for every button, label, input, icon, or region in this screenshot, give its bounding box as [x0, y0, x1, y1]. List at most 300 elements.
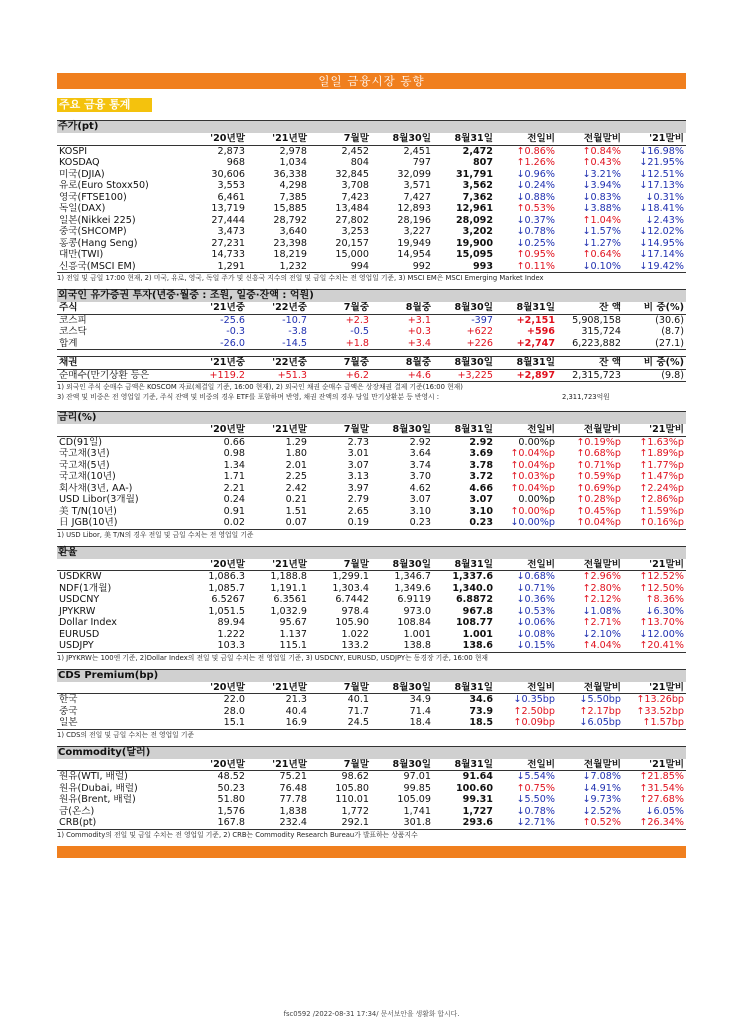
value-cell: +1.8 — [345, 337, 369, 349]
column-header: 전일비 — [527, 758, 555, 770]
value-cell: 1.001 — [403, 628, 431, 640]
value-cell: 1,346.7 — [394, 571, 431, 582]
value-cell: 34.6 — [469, 694, 493, 705]
value-cell: 105.09 — [397, 794, 431, 805]
value-cell: 3,473 — [217, 226, 245, 237]
change-cell: ↑0.28%p — [576, 494, 621, 505]
value-cell: 3.07 — [469, 494, 493, 505]
change-cell: ↓17.13% — [639, 180, 684, 191]
column-header: 잔 액 — [599, 302, 621, 313]
value-cell: 1,576 — [217, 805, 245, 817]
row-label: CD(91일) — [59, 436, 103, 448]
rates-note: 1) USD Libor, 美 T/N의 경우 전일 및 금일 수치는 전 영업일 기준 — [57, 530, 254, 539]
value-cell: 1,188.8 — [270, 571, 307, 582]
value-cell: 115.1 — [279, 640, 307, 651]
value-cell: 0.66 — [223, 436, 245, 448]
value-cell: 138.6 — [462, 640, 493, 651]
value-cell: 2.01 — [285, 459, 307, 471]
change-cell: ↑26.34% — [639, 817, 684, 828]
value-cell: 32,845 — [335, 168, 369, 180]
table-row — [57, 326, 686, 338]
row-label: CRB(pt) — [59, 817, 97, 828]
column-header: 8월31일 — [516, 357, 555, 368]
value-cell: 1,051.5 — [208, 605, 245, 617]
table-row — [57, 369, 686, 382]
value-cell: 2,451 — [403, 145, 431, 157]
row-label: KOSDAQ — [59, 157, 100, 168]
change-cell: ↑0.03%p — [510, 471, 555, 482]
column-header: 채권 — [59, 357, 78, 368]
value-cell: 7,362 — [462, 191, 493, 203]
value-cell: 797 — [412, 157, 431, 168]
change-cell: ↑2.17bp — [579, 705, 621, 717]
change-cell: ↓6.05bp — [579, 717, 621, 728]
change-cell: ↓5.50bp — [579, 694, 621, 705]
value-cell: -3.8 — [288, 326, 307, 337]
row-label: 원유(Dubai, 배럴) — [59, 782, 138, 794]
row-label: KOSPI — [59, 145, 88, 157]
change-cell: ↓0.31% — [645, 191, 684, 203]
value-cell: 0.23 — [469, 517, 493, 528]
value-cell: 5,908,158 — [572, 314, 621, 326]
column-header: '22년중 — [272, 357, 307, 368]
value-cell: 2,873 — [217, 145, 245, 157]
foreign-stock-table — [57, 302, 686, 350]
value-cell: 21.3 — [285, 694, 307, 705]
table-row — [57, 517, 686, 529]
value-cell: 18,219 — [273, 249, 307, 260]
value-cell: 1,727 — [462, 805, 493, 817]
change-cell: ↓0.00%p — [510, 517, 555, 528]
table-row — [57, 806, 686, 818]
value-cell: 2.25 — [285, 471, 307, 482]
value-cell: 6.3561 — [273, 594, 307, 605]
change-cell: ↓0.35bp — [513, 694, 555, 705]
change-cell: ↑1.77%p — [639, 459, 684, 471]
column-header: '21년말 — [272, 558, 307, 570]
value-cell: 133.2 — [341, 640, 369, 651]
column-header: 8월중 — [405, 357, 431, 368]
foreign-section-title: 외국인 유가증권 투자(년중·월중 : 조원, 일중·잔액 : 억원) — [57, 289, 686, 302]
value-cell: 3,227 — [403, 226, 431, 237]
page-footer: fsc0592 /2022-08-31 17:34/ 문서보안을 생활화 합시다. — [283, 1010, 460, 1018]
column-header: 7월말 — [343, 424, 369, 435]
value-cell: 2,472 — [462, 145, 493, 157]
row-label: NDF(1개월) — [59, 582, 112, 594]
change-cell: ↑0.04%p — [510, 482, 555, 494]
value-cell: 3,571 — [403, 180, 431, 191]
value-cell: 18.5 — [469, 717, 493, 728]
value-cell: 1,085.7 — [208, 582, 245, 594]
column-header: 8월30일 — [454, 302, 493, 313]
change-cell: 0.00%p — [518, 494, 555, 505]
table-row — [57, 249, 686, 261]
value-cell: 15,095 — [455, 249, 493, 260]
value-cell: -10.7 — [282, 314, 307, 326]
change-cell: ↓12.00% — [639, 628, 684, 640]
value-cell: 3,562 — [462, 180, 493, 191]
change-cell: ↑12.52% — [639, 571, 684, 582]
change-cell: ↓2.71% — [516, 817, 555, 828]
value-cell: 978.4 — [341, 605, 369, 617]
row-label: 신흥국(MSCI EM) — [59, 260, 136, 272]
value-cell: 51.80 — [217, 794, 245, 805]
row-label: 회사채(3년, AA-) — [59, 482, 133, 494]
value-cell: 19,900 — [455, 237, 493, 249]
table-row — [57, 771, 686, 783]
value-cell: 1,299.1 — [332, 571, 369, 582]
value-cell: 3.69 — [469, 448, 493, 459]
foreign-note-2 — [57, 392, 686, 403]
change-cell: ↓0.36% — [516, 594, 555, 605]
foreign-bond-table — [57, 356, 686, 382]
value-cell: 97.01 — [403, 771, 431, 782]
row-label: 원유(WTI, 배럴) — [59, 771, 128, 782]
column-header: 전일비 — [527, 133, 555, 144]
value-cell: 1,191.1 — [270, 582, 307, 594]
value-cell: 973.0 — [403, 605, 431, 617]
column-header: '20년말 — [210, 424, 245, 435]
value-cell: 1,772 — [341, 805, 369, 817]
change-cell: ↑0.11% — [516, 260, 555, 272]
column-header — [57, 682, 185, 694]
value-cell: 1,349.6 — [394, 582, 431, 594]
value-cell: 4.66 — [469, 482, 493, 494]
column-header: 전월말비 — [583, 758, 621, 770]
change-cell: ↑1.04% — [582, 214, 621, 226]
value-cell: 1.001 — [462, 628, 493, 640]
row-label: 중국(SHCOMP) — [59, 226, 127, 237]
cds-table — [57, 682, 686, 730]
value-cell: 0.98 — [223, 448, 245, 459]
row-label: USD Libor(3개월) — [59, 494, 139, 505]
table-row — [57, 571, 686, 583]
value-cell: 3.74 — [409, 459, 431, 471]
value-cell: 14,954 — [397, 249, 431, 260]
value-cell: 3.64 — [409, 448, 431, 459]
row-label: 미국(DJIA) — [59, 168, 105, 180]
value-cell: 0.07 — [285, 517, 307, 528]
value-cell: 28,092 — [455, 214, 493, 226]
change-cell: ↓6.05% — [645, 805, 684, 817]
table-row — [57, 494, 686, 506]
change-cell: ↑31.54% — [639, 782, 684, 794]
change-cell: ↓3.21% — [582, 168, 621, 180]
value-cell: 1,034 — [279, 157, 307, 168]
value-cell: 31,791 — [455, 168, 493, 180]
change-cell: ↑33.52bp — [636, 705, 684, 717]
value-cell: 7,427 — [403, 191, 431, 203]
change-cell: ↓14.95% — [639, 237, 684, 249]
table-row — [57, 640, 686, 652]
value-cell: 14,733 — [211, 249, 245, 260]
table-row — [57, 783, 686, 795]
column-header: '20년말 — [210, 133, 245, 144]
value-cell: 3,253 — [341, 226, 369, 237]
change-cell: ↓9.73% — [582, 794, 621, 805]
value-cell: 3.97 — [347, 482, 369, 494]
row-label: 코스피 — [59, 314, 87, 326]
value-cell: 7,423 — [341, 191, 369, 203]
change-cell: ↓0.53% — [516, 605, 555, 617]
foreign-note-1: 1) 외국인 주식 순매수 금액은 KOSCOM 자료(체결일 기준, 16:00 현재), 2) 외국인 채권 순매수 금액은 상장채권 결제 기준(16:00 현재) — [57, 383, 463, 391]
value-cell: -0.5 — [350, 326, 369, 337]
value-cell: -14.5 — [282, 337, 307, 349]
change-cell: ↑20.41% — [639, 640, 684, 651]
value-cell: 40.4 — [285, 705, 307, 717]
column-header: '21년말 — [272, 133, 307, 144]
column-header: 8월30일 — [392, 133, 431, 144]
table-header-row — [57, 302, 686, 314]
stocks-table — [57, 133, 686, 273]
value-cell: 105.80 — [335, 782, 369, 794]
column-header: 전월말비 — [583, 133, 621, 144]
change-cell: ↑2.50bp — [513, 705, 555, 717]
table-row — [57, 794, 686, 806]
value-cell: 293.6 — [462, 817, 493, 828]
change-cell: ↑0.68%p — [576, 448, 621, 459]
column-header: 8월30일 — [392, 558, 431, 570]
change-cell: ↑0.75% — [516, 782, 555, 794]
value-cell: +2,747 — [516, 337, 555, 349]
table-row — [57, 338, 686, 350]
change-cell: ↑13.26bp — [636, 694, 684, 705]
value-cell: 19,949 — [397, 237, 431, 249]
value-cell: +0.3 — [407, 326, 431, 337]
row-label: 중국 — [59, 705, 78, 717]
value-cell: 2,315,723 — [572, 369, 621, 381]
change-cell: ↓12.02% — [639, 226, 684, 237]
commodity-section-title: Commodity(달러) — [57, 746, 686, 759]
row-label: 美 T/N(10년) — [59, 505, 117, 517]
value-cell: 4,298 — [279, 180, 307, 191]
value-cell: -0.3 — [226, 326, 245, 337]
row-label: 국고채(3년) — [59, 448, 110, 459]
row-label: 일본(Nikkei 225) — [59, 214, 136, 226]
value-cell: 95.67 — [279, 617, 307, 628]
column-header: '21말비 — [649, 133, 684, 144]
value-cell: +226 — [466, 337, 493, 349]
column-header: '21말비 — [649, 424, 684, 435]
table-row — [57, 717, 686, 729]
value-cell: 40.1 — [347, 694, 369, 705]
value-cell: +3,225 — [457, 369, 493, 381]
value-cell: 3.07 — [409, 494, 431, 505]
value-cell: +596 — [526, 326, 555, 337]
value-cell: 1.137 — [279, 628, 307, 640]
value-cell: 77.78 — [279, 794, 307, 805]
change-cell: ↑1.89%p — [639, 448, 684, 459]
column-header: '22년중 — [272, 302, 307, 313]
value-cell: 3.78 — [469, 459, 493, 471]
value-cell: 2.73 — [347, 436, 369, 448]
foreign-note-2-text: 3) 잔액 및 비중은 전 영업일 기준, 주식 잔액 및 비중의 경우 ETF를 포함하며 반영, 채권 잔액의 경우 당일 만기상환분 등 반영시 : — [57, 393, 440, 401]
column-header: 비 중(%) — [643, 357, 684, 368]
table-header-row — [57, 424, 686, 436]
report-title: 일일 금융시장 동향 — [57, 73, 686, 89]
fx-table — [57, 559, 686, 653]
value-cell: 12,961 — [455, 203, 493, 214]
report-page — [57, 73, 686, 858]
value-cell: 24.5 — [347, 717, 369, 728]
value-cell: +51.3 — [277, 369, 307, 381]
change-cell: ↑27.68% — [639, 794, 684, 805]
value-cell: 6.7442 — [335, 594, 369, 605]
row-label: 독일(DAX) — [59, 203, 106, 214]
value-cell: 3.10 — [469, 505, 493, 517]
table-row — [57, 238, 686, 250]
change-cell: ↓4.91% — [582, 782, 621, 794]
value-cell: (27.1) — [655, 337, 684, 349]
change-cell: 0.00%p — [518, 436, 555, 448]
value-cell: 0.91 — [223, 505, 245, 517]
table-row — [57, 817, 686, 829]
value-cell: 1.80 — [285, 448, 307, 459]
column-header: 8월30일 — [392, 758, 431, 770]
value-cell: 71.4 — [409, 705, 431, 717]
value-cell: 3,708 — [341, 180, 369, 191]
value-cell: 34.9 — [409, 694, 431, 705]
change-cell: ↑0.04%p — [510, 459, 555, 471]
row-label: USDKRW — [59, 571, 102, 582]
value-cell: +3.4 — [407, 337, 431, 349]
row-label: 코스닥 — [59, 326, 87, 337]
value-cell: 15,000 — [335, 249, 369, 260]
value-cell: 18.4 — [409, 717, 431, 728]
value-cell: 1,838 — [279, 805, 307, 817]
row-label: 한국 — [59, 694, 78, 705]
value-cell: 0.19 — [347, 517, 369, 528]
change-cell: ↑21.85% — [639, 771, 684, 782]
value-cell: 0.02 — [223, 517, 245, 528]
value-cell: 2.21 — [223, 482, 245, 494]
change-cell: ↑1.63%p — [639, 436, 684, 448]
column-header: 8월30일 — [454, 357, 493, 368]
value-cell: 75.21 — [279, 771, 307, 782]
rates-section-title: 금리(%) — [57, 411, 686, 424]
change-cell: ↑4.04% — [582, 640, 621, 651]
value-cell: 28,792 — [273, 214, 307, 226]
change-cell: ↑2.80% — [582, 582, 621, 594]
change-cell: ↑0.86% — [516, 145, 555, 157]
value-cell: 1,303.4 — [332, 582, 369, 594]
change-cell: ↓21.95% — [639, 157, 684, 168]
change-cell: ↑0.59%p — [576, 471, 621, 482]
value-cell: (9.8) — [661, 369, 684, 381]
column-header: '20년말 — [210, 758, 245, 770]
table-row — [57, 192, 686, 204]
table-row — [57, 314, 686, 326]
column-header — [57, 559, 185, 571]
change-cell: ↑0.45%p — [576, 505, 621, 517]
value-cell: 110.01 — [335, 794, 369, 805]
value-cell: 2.92 — [469, 436, 493, 448]
column-header: 7월중 — [343, 302, 369, 313]
row-label: 원유(Brent, 배럴) — [59, 794, 136, 805]
value-cell: 50.23 — [217, 782, 245, 794]
change-cell: ↑13.70% — [639, 617, 684, 628]
report-subtitle: 주요 금융 통계 — [57, 98, 152, 112]
change-cell: ↑1.59%p — [639, 505, 684, 517]
change-cell: ↑0.64% — [582, 249, 621, 260]
change-cell: ↓0.71% — [516, 582, 555, 594]
value-cell: 968 — [226, 157, 245, 168]
change-cell: ↓0.25% — [516, 237, 555, 249]
column-header: 7월말 — [343, 133, 369, 144]
column-header: '21년말 — [272, 758, 307, 770]
change-cell: ↓5.54% — [516, 771, 555, 782]
value-cell: 2.79 — [347, 494, 369, 505]
change-cell: ↓0.10% — [582, 260, 621, 272]
table-row — [57, 706, 686, 718]
change-cell: ↓0.15% — [516, 640, 555, 651]
value-cell: 2.42 — [285, 482, 307, 494]
value-cell: 993 — [472, 260, 493, 272]
fx-section-title: 환율 — [57, 546, 686, 559]
table-row — [57, 261, 686, 273]
stocks-note: 1) 전일 및 금일 17:00 현재, 2) 미국, 유로, 영국, 독일 주가 및 신흥국 지수의 전일 및 금일 수치는 전 영업일 기준, 3) MSCI EM은 MSCI Emerging Market Index — [57, 274, 544, 282]
column-header: 7월중 — [343, 357, 369, 368]
column-header: 8월30일 — [392, 681, 431, 693]
change-cell: ↑2.71% — [582, 617, 621, 628]
row-label: 순매수(만기상환 등은 — [59, 369, 150, 381]
change-cell: ↓3.88% — [582, 203, 621, 214]
table-row — [57, 180, 686, 192]
value-cell: 98.62 — [341, 771, 369, 782]
table-header-row — [57, 759, 686, 771]
value-cell: 1.29 — [285, 436, 307, 448]
change-cell: ↑0.84% — [582, 145, 621, 157]
change-cell: ↓16.98% — [639, 145, 684, 157]
row-label: 영국(FTSE100) — [59, 191, 127, 203]
change-cell: ↑0.52% — [582, 817, 621, 828]
value-cell: +119.2 — [209, 369, 245, 381]
value-cell: 3,553 — [217, 180, 245, 191]
column-header: 전월말비 — [583, 558, 621, 570]
value-cell: 100.60 — [455, 782, 493, 794]
row-label: 국고채(10년) — [59, 471, 116, 482]
column-header: '21년말 — [272, 681, 307, 693]
column-header: 전월말비 — [583, 681, 621, 693]
value-cell: +622 — [466, 326, 493, 337]
value-cell: 804 — [350, 157, 369, 168]
value-cell: 2.65 — [347, 505, 369, 517]
change-cell: ↓0.96% — [516, 168, 555, 180]
table-row — [57, 506, 686, 518]
column-header: '21년말 — [272, 424, 307, 435]
value-cell: 99.31 — [462, 794, 493, 805]
value-cell: 32,099 — [397, 168, 431, 180]
column-header: '20년말 — [210, 681, 245, 693]
value-cell: 27,802 — [335, 214, 369, 226]
fx-note: 1) JPYKRW는 100엔 기준, 2)Dollar Index의 전일 및 금일 수치는 전 영업일 기준, 3) USDCNY, EURUSD, USDJPY는 동경장 기준, 16:00 현재 — [57, 653, 488, 662]
column-header: '21년중 — [210, 357, 245, 368]
change-cell: ↓0.08% — [516, 628, 555, 640]
table-row — [57, 583, 686, 595]
change-cell: ↓2.52% — [582, 805, 621, 817]
row-label: 대만(TWI) — [59, 249, 104, 260]
row-label: 일본 — [59, 717, 78, 728]
value-cell: 22.0 — [223, 694, 245, 705]
bottom-bar — [57, 846, 686, 858]
value-cell: 30,606 — [211, 168, 245, 180]
row-label: JPYKRW — [59, 605, 96, 617]
change-cell: ↓0.37% — [516, 214, 555, 226]
value-cell: 1,337.6 — [452, 571, 493, 582]
column-header: '20년말 — [210, 558, 245, 570]
column-header: 주식 — [59, 302, 78, 313]
value-cell: 76.48 — [279, 782, 307, 794]
